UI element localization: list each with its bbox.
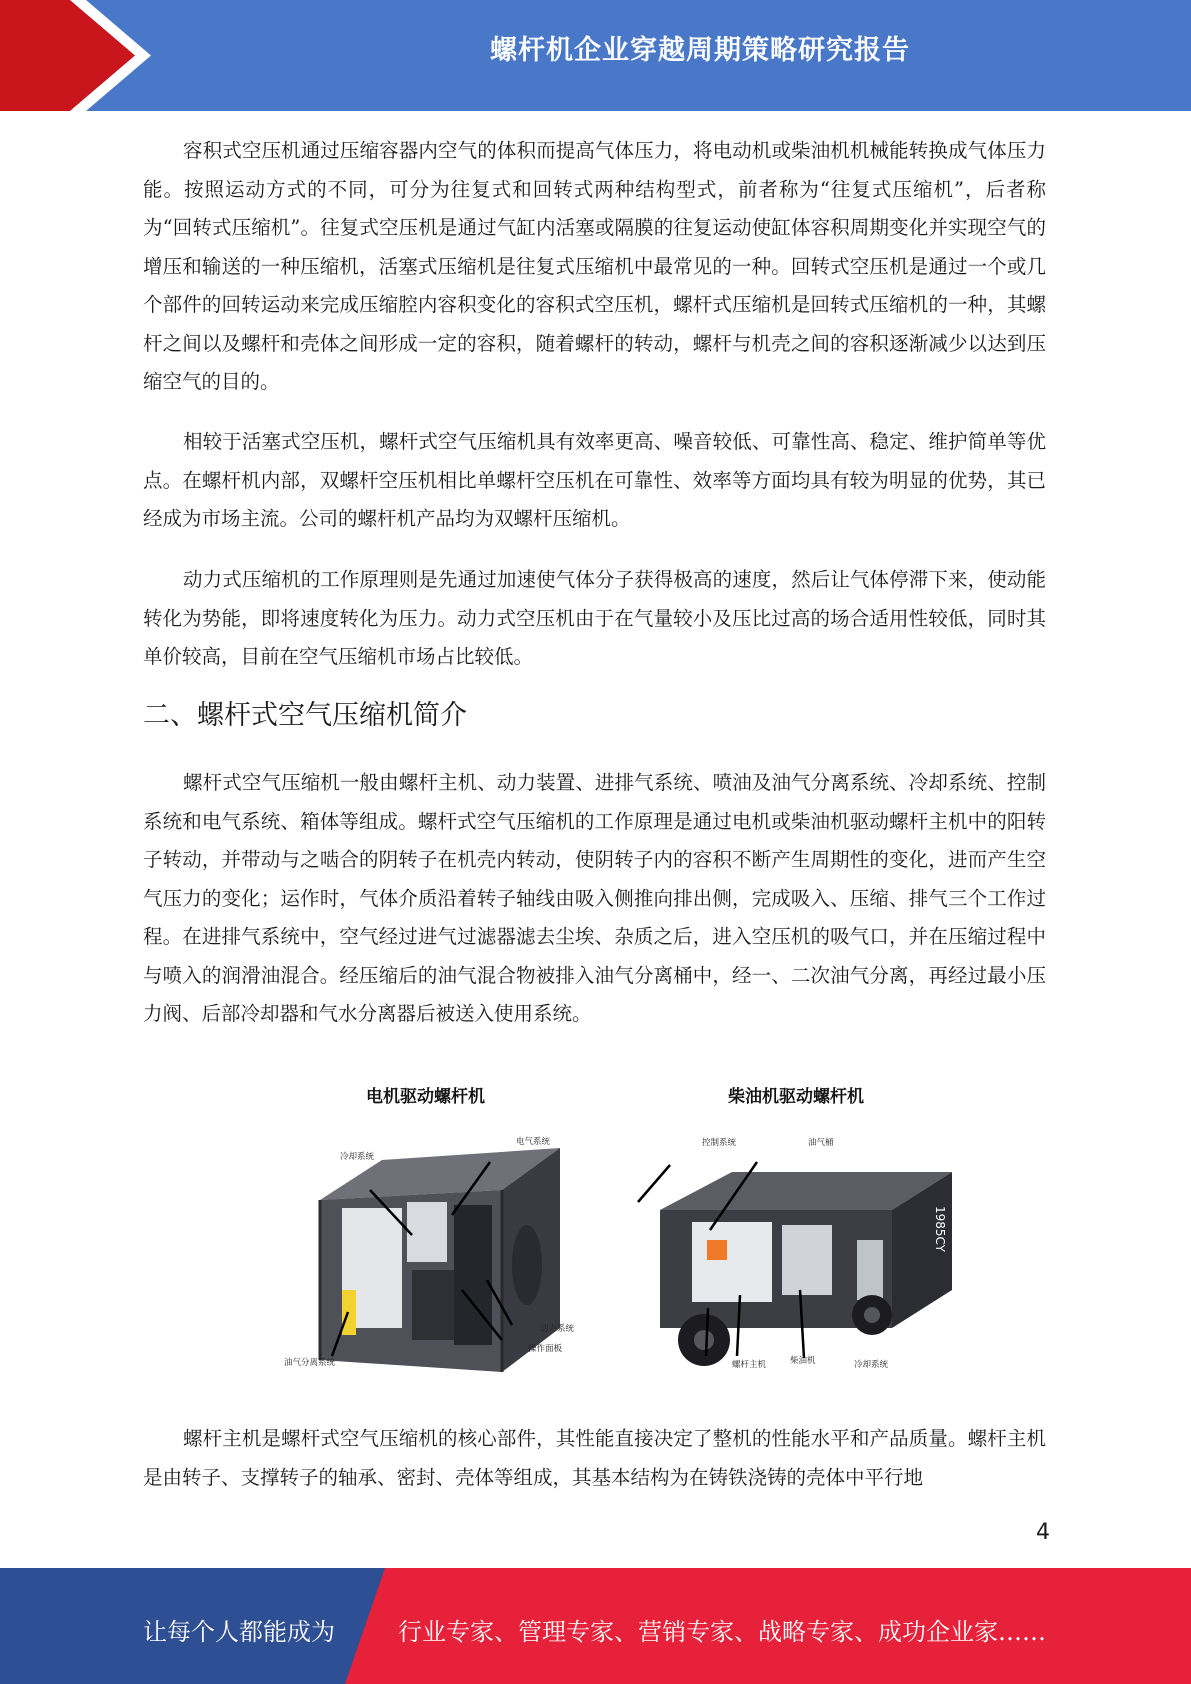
page-number: 4	[1036, 1520, 1050, 1545]
paragraph-screw-intro: 螺杆式空气压缩机一般由螺杆主机、动力装置、进排气系统、喷油及油气分离系统、冷却系统、控制系统和电气系统、箱体等组成。螺杆式空气压缩机的工作原理是通过电机或柴油机驱动螺杆主机中的阳转子转动，并带动与之啮合的阴转子在机壳内转动，使阴转子内的容积不断产生周期性的变化，进而产生空气压力的变化；运作时，气体介质沿着转子轴线由吸入侧推向排出侧，完成吸入、压缩、排气三个工作过程。在进排气系统中，空气经过进气过滤器滤去尘埃、杂质之后，进入空压机的吸气口，并在压缩过程中与喷入的润滑油混合。经压缩后的油气混合物被排入油气分离桶中，经一、二次油气分离，再经过最小压力阀、后部冷却器和气水分离器后被送入使用系统。	[143, 771, 1046, 1025]
paragraph-positive-displacement: 容积式空压机通过压缩容器内空气的体积而提高气体压力，将电动机或柴油机机械能转换成气体压力能。按照运动方式的不同，可分为往复式和回转式两种结构型式，前者称为“往复式压缩机”，后者称为“回转式压缩机”。往复式空压机是通过气缸内活塞或隔膜的往复运动使缸体容积周期变化并实现空气的增压和输送的一种压缩机，活塞式压缩机是往复式压缩机中最常见的一种。回转式空压机是通过一个或几个部件的回转运动来完成压缩腔内容积变化的容积式空压机，螺杆式压缩机是回转式压缩机的一种，其螺杆之间以及螺杆和壳体之间形成一定的容积，随着螺杆的转动，螺杆与机壳之间的容积逐渐减少以达到压缩空气的目的。	[143, 139, 1046, 393]
label-screw-airend: 螺杆主机	[732, 1360, 767, 1370]
paragraph-screw-airend: 螺杆主机是螺杆式空气压缩机的核心部件，其性能直接决定了整机的性能水平和产品质量。螺杆主机是由转子、支撑转子的轴承、密封、壳体等组成，其基本结构为在铸铁浇铸的壳体中平行地	[143, 1427, 1046, 1489]
compressor-illustrations	[262, 1090, 962, 1380]
label-oil-tank: 油气桶	[808, 1138, 834, 1148]
electric-compressor-drawing	[320, 1148, 563, 1372]
section-heading: 二、螺杆式空气压缩机简介	[143, 700, 467, 731]
model-number: 1985CY	[933, 1205, 948, 1253]
paragraph-dynamic-compressor: 动力式压缩机的工作原理则是先通过加速使气体分子获得极高的速度，然后让气体停滞下来，使动能转化为势能，即将速度转化为压力。动力式空压机由于在气量较小及压比过高的场合适用性较低，同时其单价较高，目前在空气压缩机市场占比较低。	[143, 568, 1046, 668]
label-diesel-engine: 柴油机	[790, 1356, 816, 1366]
page-header	[0, 0, 1191, 111]
label-oil-separator: 油气分离系统	[284, 1358, 336, 1368]
label-operation-panel: 操作面板	[528, 1344, 563, 1354]
compressor-figure	[262, 1087, 962, 1380]
label-cooling-system-diesel: 冷却系统	[854, 1360, 889, 1370]
footer-slogan-right: 行业专家、管理专家、营销专家、战略专家、成功企业家……	[398, 1618, 1046, 1646]
label-power-system: 动力系统	[540, 1324, 575, 1334]
footer-slogan-left: 让每个人都能成为	[143, 1618, 335, 1646]
diesel-compressor-drawing	[660, 1172, 952, 1366]
figure-title-electric: 电机驱动螺杆机	[366, 1087, 485, 1107]
label-electrical-system: 电气系统	[516, 1137, 551, 1147]
label-control-system: 控制系统	[702, 1138, 737, 1148]
page-footer	[0, 1568, 1191, 1684]
label-cooling-system: 冷却系统	[340, 1152, 375, 1162]
report-title: 螺杆机企业穿越周期策略研究报告	[490, 35, 910, 66]
figure-title-diesel: 柴油机驱动螺杆机	[728, 1087, 864, 1107]
paragraph-screw-advantages: 相较于活塞式空压机，螺杆式空气压缩机具有效率更高、噪音较低、可靠性高、稳定、维护简单等优点。在螺杆机内部，双螺杆空压机相比单螺杆空压机在可靠性、效率等方面均具有较为明显的优势，其已经成为市场主流。公司的螺杆机产品均为双螺杆压缩机。	[143, 430, 1046, 530]
